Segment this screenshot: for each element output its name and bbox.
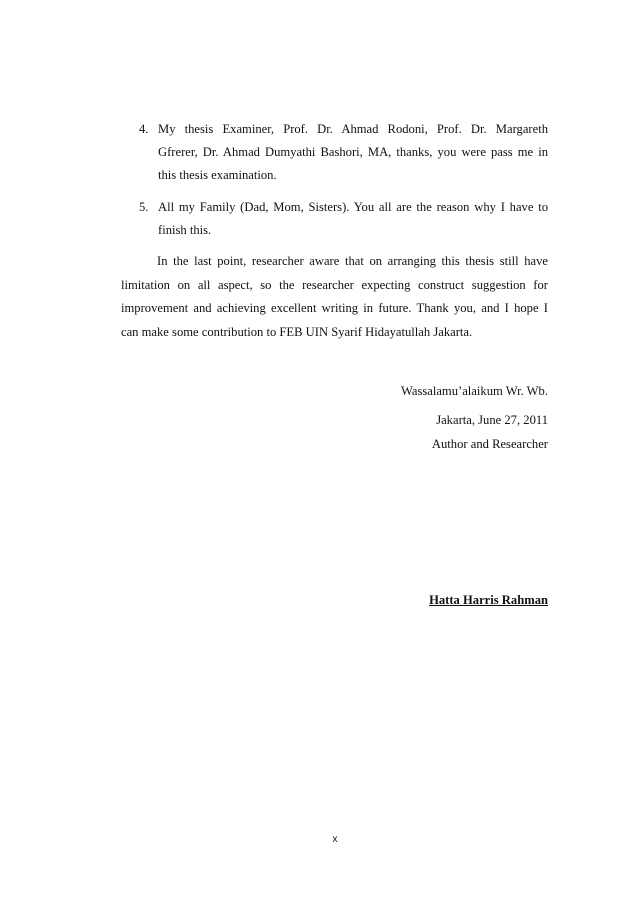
list-item-5 [139, 196, 548, 242]
list-item-line: My thesis Examiner, Prof. Dr. Ahmad Rodoni, Prof. Dr. Margareth [158, 122, 548, 136]
signature-name: Hatta Harris Rahman [429, 593, 548, 607]
author-role: Author and Researcher [431, 437, 548, 451]
list-item-text [158, 118, 548, 187]
closing-paragraph [121, 250, 548, 344]
list-item-line: All my Family (Dad, Mom, Sisters). You all are the reason why I have to [158, 200, 548, 214]
list-number: 4. [139, 122, 149, 136]
paragraph-line: In the last point, researcher aware that on arranging this thesis still have [157, 254, 548, 268]
list-item-text [158, 196, 548, 242]
place-and-date: Jakarta, June 27, 2011 [436, 413, 548, 427]
page-number: x [332, 834, 338, 845]
paragraph-line: can make some contribution to FEB UIN Syarif Hidayatullah Jakarta. [121, 324, 473, 339]
list-item-line: Gfrerer, Dr. Ahmad Dumyathi Bashori, MA, thanks, you were pass me in [158, 145, 548, 159]
list-item-line: finish this. [158, 223, 212, 237]
list-item-4 [139, 118, 548, 187]
list-item-line: this thesis examination. [158, 168, 277, 182]
list-number: 5. [139, 200, 149, 214]
paragraph-line: limitation on all aspect, so the researcher expecting construct suggestion for [121, 277, 548, 292]
closing-greeting: Wassalamu’alaikum Wr. Wb. [400, 384, 548, 398]
paragraph-line: improvement and achieving excellent writing in future. Thank you, and I hope I [121, 301, 548, 315]
